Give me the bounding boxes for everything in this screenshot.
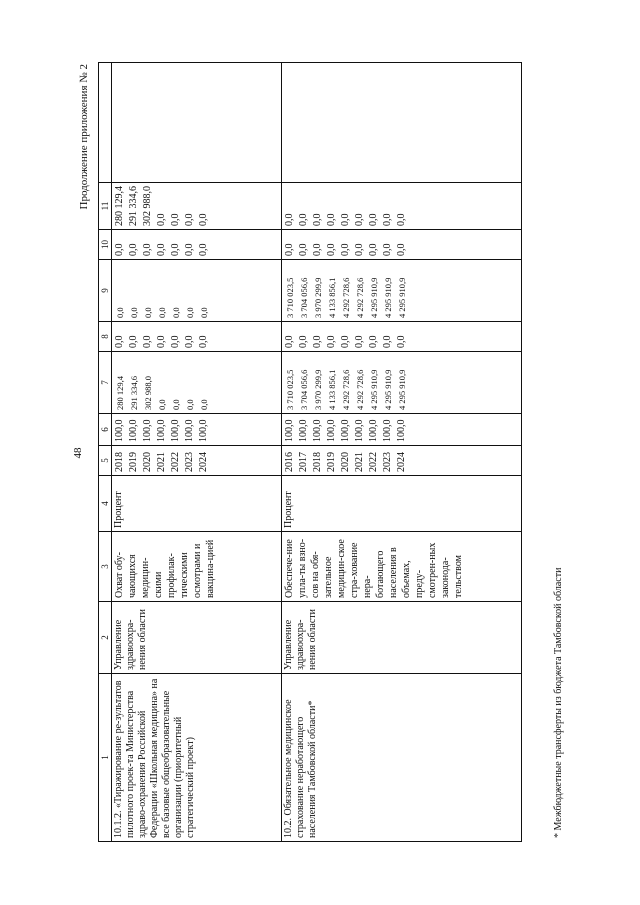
cell-value: 0,0	[312, 335, 323, 348]
cell-value: 3 970 299,9	[313, 369, 323, 410]
cell-value: 0,0	[298, 213, 309, 226]
cell-value: 100,0	[312, 419, 323, 442]
cell-value: 100,0	[298, 419, 309, 442]
cell-value: 4 295 910,9	[369, 369, 379, 410]
cell-value: 0,0	[284, 243, 295, 256]
indicator-cell: Охват обу-чающихся медицин-скими профилак-тическими осмотрами и вакцина-цией	[112, 531, 282, 601]
page-number: 48	[72, 447, 84, 458]
unit-cell: Процент	[282, 475, 522, 531]
cell-value: 0,0	[184, 213, 195, 226]
column-9-cell	[112, 259, 282, 321]
blank-cell	[282, 62, 522, 182]
cell-value: 2020	[340, 451, 351, 472]
cell-value: 0,0	[382, 243, 393, 256]
header-cell: 7	[99, 351, 112, 413]
cell-value: 0,0	[128, 243, 139, 256]
cell-value: 4 295 910,9	[383, 369, 393, 410]
cell-value: 2023	[184, 451, 195, 472]
column-10-cell	[112, 229, 282, 259]
cell-value: 0,0	[184, 243, 195, 256]
cell-value: 0,0	[143, 306, 153, 318]
cell-value: 0,0	[114, 335, 125, 348]
cell-value: 100,0	[170, 419, 181, 442]
cell-value: 0,0	[354, 243, 365, 256]
cell-value: 3 704 056,6	[299, 277, 309, 318]
cell-value: 100,0	[284, 419, 295, 442]
cell-value: 0,0	[354, 213, 365, 226]
cell-value: 0,0	[185, 398, 195, 410]
table-row	[282, 62, 522, 841]
cell-value: 0,0	[298, 335, 309, 348]
cell-value: 0,0	[368, 213, 379, 226]
years-cell	[282, 445, 522, 475]
cell-value: 0,0	[170, 243, 181, 256]
cell-value: 0,0	[199, 306, 209, 318]
cell-value: 0,0	[368, 243, 379, 256]
cell-value: 100,0	[368, 419, 379, 442]
cell-value: 2024	[198, 451, 209, 472]
cell-value: 100,0	[326, 419, 337, 442]
cell-value: 3 704 056,6	[299, 369, 309, 410]
cell-value: 0,0	[114, 243, 125, 256]
cell-value: 0,0	[157, 398, 167, 410]
blank-cell	[112, 62, 282, 182]
cell-value: 2022	[368, 451, 379, 472]
cell-value: 0,0	[284, 213, 295, 226]
cell-value: 0,0	[284, 335, 295, 348]
cell-value: 0,0	[156, 243, 167, 256]
cell-value: 100,0	[354, 419, 365, 442]
column-8-cell	[282, 321, 522, 351]
years-cell	[112, 445, 282, 475]
cell-value: 0,0	[128, 335, 139, 348]
indicator-cell: Обеспече-ние упла-ты взно-сов на обя-зательное медицин-ское стра-хование нера-ботающего населения в объемах, преду-смотрен-ных законода-тельством	[282, 531, 522, 601]
cell-value: 3 710 023,5	[285, 369, 295, 410]
cell-value: 0,0	[198, 335, 209, 348]
table-row	[112, 62, 282, 841]
cell-value: 0,0	[326, 213, 337, 226]
cell-value: 100,0	[382, 419, 393, 442]
cell-value: 0,0	[340, 335, 351, 348]
cell-value: 2021	[156, 451, 167, 472]
column-8-cell	[112, 321, 282, 351]
cell-value: 0,0	[115, 306, 125, 318]
cell-value: 0,0	[157, 306, 167, 318]
cell-value: 291 334,6	[128, 185, 139, 226]
cell-value: 4 292 728,6	[355, 277, 365, 318]
cell-value: 2017	[298, 451, 309, 472]
cell-value: 0,0	[185, 306, 195, 318]
cell-value: 0,0	[396, 213, 407, 226]
column-7-cell	[112, 351, 282, 413]
cell-value: 4 292 728,6	[341, 277, 351, 318]
cell-value: 302 988,0	[142, 185, 153, 226]
cell-value: 0,0	[354, 335, 365, 348]
column-numbers-row	[99, 62, 112, 841]
footnote: * Межбюджетные трансферты из бюджета Тамбовской области	[553, 567, 564, 838]
cell-value: 280 129,4	[114, 185, 125, 226]
cell-value: 0,0	[170, 213, 181, 226]
cell-value: 3 710 023,5	[285, 277, 295, 318]
header-cell: 1	[99, 673, 112, 841]
cell-value: 0,0	[142, 335, 153, 348]
cell-value: 2016	[284, 451, 295, 472]
cell-value: 100,0	[128, 419, 139, 442]
column-11-cell	[282, 182, 522, 229]
cell-value: 0,0	[129, 306, 139, 318]
cell-value: 0,0	[170, 335, 181, 348]
cell-value: 2023	[382, 451, 393, 472]
header-cell: 10	[99, 229, 112, 259]
executor-cell: Управление здравоохра-нения области	[282, 601, 522, 673]
cell-value: 2018	[312, 451, 323, 472]
cell-value: 291 334,6	[129, 375, 139, 410]
cell-value: 0,0	[199, 398, 209, 410]
program-table	[98, 62, 522, 842]
cell-value: 2022	[170, 451, 181, 472]
cell-value: 4 133 856,1	[327, 369, 337, 410]
unit-cell: Процент	[112, 475, 282, 531]
cell-value: 2024	[396, 451, 407, 472]
cell-value: 100,0	[184, 419, 195, 442]
cell-value: 4 133 856,1	[327, 277, 337, 318]
cell-value: 0,0	[368, 335, 379, 348]
cell-value: 0,0	[184, 335, 195, 348]
cell-value: 0,0	[326, 243, 337, 256]
cell-value: 0,0	[171, 398, 181, 410]
cell-value: 0,0	[396, 335, 407, 348]
measure-cell: 10.2. Обязательное медицинское страхование неработающего населения Тамбовской области*	[282, 673, 522, 841]
cell-value: 0,0	[312, 213, 323, 226]
cell-value: 100,0	[396, 419, 407, 442]
document-page	[70, 58, 570, 848]
cell-value: 0,0	[340, 213, 351, 226]
column-10-cell	[282, 229, 522, 259]
measure-cell: 10.1.2. «Тиражирование ре-зультатов пилотного проек-та Министерства здраво-охранения Российской Федерации «Школьная медицина» на все базовые общеобразовательные организации (приоритетный стратегический проект)	[112, 673, 282, 841]
cell-value: 4 295 910,9	[383, 277, 393, 318]
indicator-values-cell	[282, 413, 522, 445]
header-cell: 2	[99, 601, 112, 673]
cell-value: 0,0	[340, 243, 351, 256]
cell-value: 3 970 299,9	[313, 277, 323, 318]
header-cell: 6	[99, 413, 112, 445]
header-cell: 11	[99, 182, 112, 229]
cell-value: 4 292 728,6	[355, 369, 365, 410]
cell-value: 302 988,0	[143, 375, 153, 410]
cell-value: 2020	[142, 451, 153, 472]
cell-value: 100,0	[340, 419, 351, 442]
cell-value: 0,0	[142, 243, 153, 256]
cell-value: 100,0	[156, 419, 167, 442]
cell-value: 2019	[128, 451, 139, 472]
cell-value: 100,0	[198, 419, 209, 442]
cell-value: 0,0	[326, 335, 337, 348]
cell-value: 4 292 728,6	[341, 369, 351, 410]
indicator-values-cell	[112, 413, 282, 445]
appendix-caption: Продолжение приложения № 2	[78, 63, 90, 209]
executor-cell: Управление здравоохра-нения области	[112, 601, 282, 673]
header-cell: 4	[99, 475, 112, 531]
cell-value: 2021	[354, 451, 365, 472]
cell-value: 0,0	[382, 335, 393, 348]
cell-value: 0,0	[382, 213, 393, 226]
cell-value: 0,0	[156, 335, 167, 348]
cell-value: 4 295 910,9	[397, 369, 407, 410]
cell-value: 2019	[326, 451, 337, 472]
header-cell: 3	[99, 531, 112, 601]
cell-value: 0,0	[171, 306, 181, 318]
header-cell: 5	[99, 445, 112, 475]
header-cell: 8	[99, 321, 112, 351]
cell-value: 280 129,4	[115, 375, 125, 410]
cell-value: 2018	[114, 451, 125, 472]
column-11-cell	[112, 182, 282, 229]
header-cell: 9	[99, 259, 112, 321]
header-spacer	[99, 62, 112, 182]
column-9-cell	[282, 259, 522, 321]
cell-value: 100,0	[142, 419, 153, 442]
cell-value: 0,0	[396, 243, 407, 256]
cell-value: 4 295 910,9	[369, 277, 379, 318]
cell-value: 0,0	[312, 243, 323, 256]
column-7-cell	[282, 351, 522, 413]
cell-value: 0,0	[198, 243, 209, 256]
cell-value: 0,0	[156, 213, 167, 226]
cell-value: 100,0	[114, 419, 125, 442]
cell-value: 0,0	[198, 213, 209, 226]
cell-value: 4 295 910,9	[397, 277, 407, 318]
cell-value: 0,0	[298, 243, 309, 256]
